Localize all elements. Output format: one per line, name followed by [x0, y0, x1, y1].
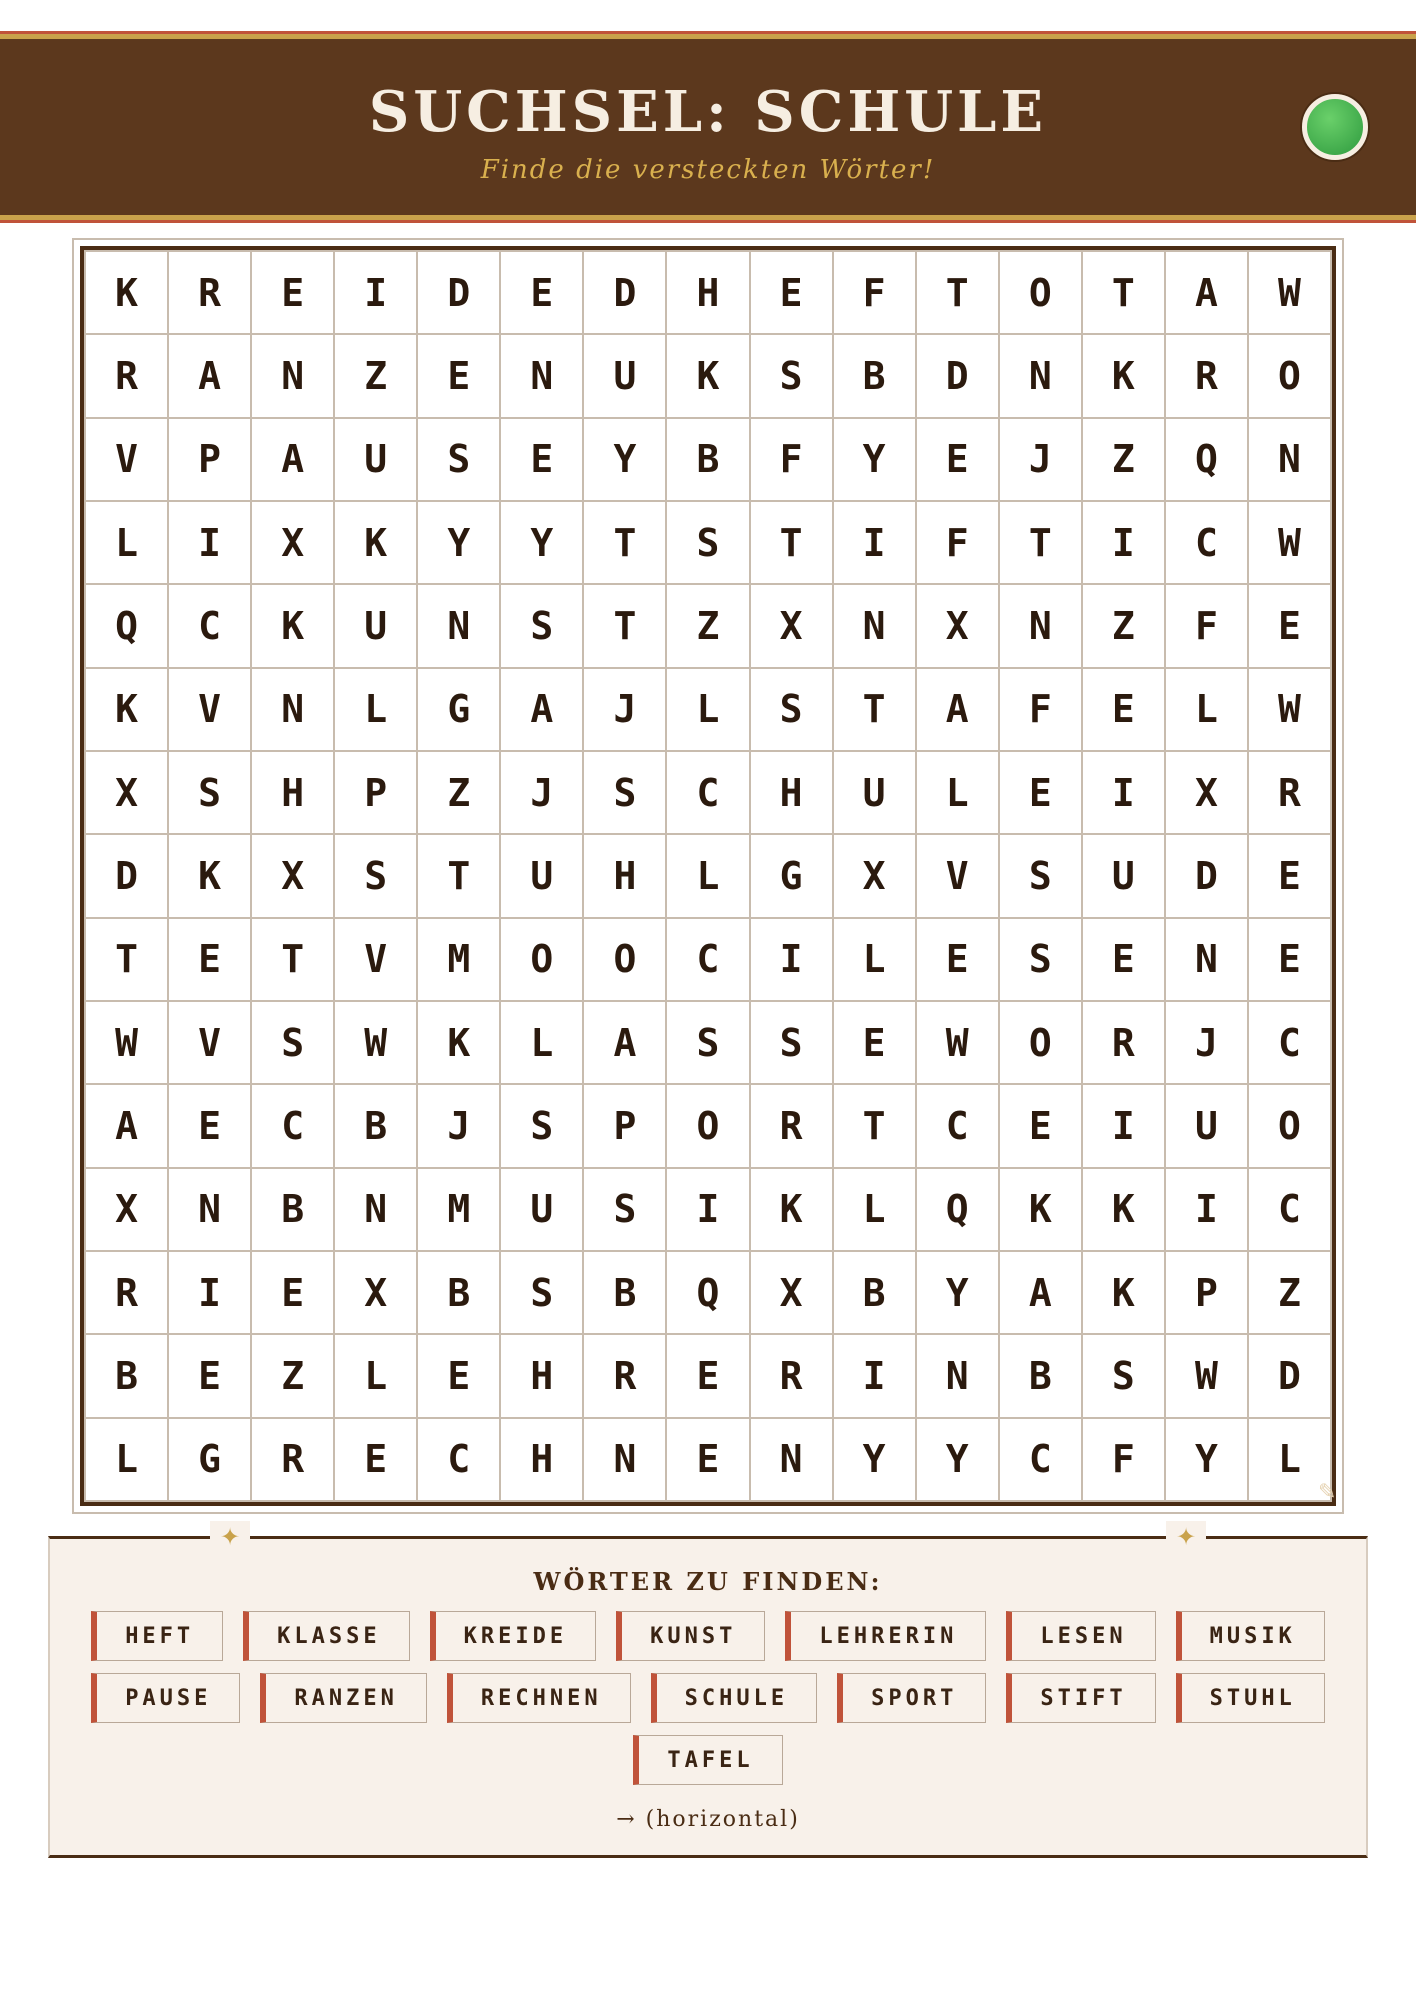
grid-cell[interactable]: N [501, 335, 582, 416]
grid-cell[interactable]: G [169, 1419, 250, 1500]
grid-cell[interactable]: U [501, 1169, 582, 1250]
star-icon: ✦ [210, 1521, 250, 1553]
direction-note: → (horizontal) [616, 1807, 800, 1832]
grid-cell[interactable]: C [667, 919, 748, 1000]
grid-cell[interactable]: C [418, 1419, 499, 1500]
grid-cell[interactable]: L [1249, 1419, 1330, 1500]
grid-cell[interactable]: S [501, 1252, 582, 1333]
grid-cell[interactable]: T [584, 585, 665, 666]
grid-cell[interactable]: K [1083, 335, 1164, 416]
grid-cell[interactable]: W [1166, 1335, 1247, 1416]
grid-cell[interactable]: E [169, 1085, 250, 1166]
grid-cell[interactable]: B [335, 1085, 416, 1166]
grid-cell[interactable]: Y [917, 1252, 998, 1333]
grid-cell[interactable]: C [252, 1085, 333, 1166]
grid-cell[interactable]: P [584, 1085, 665, 1166]
grid-cell[interactable]: K [335, 502, 416, 583]
grid-cell[interactable]: K [751, 1169, 832, 1250]
grid-cell[interactable]: L [86, 1419, 167, 1500]
grid-cell[interactable]: E [1083, 919, 1164, 1000]
grid-cell[interactable]: E [1000, 1085, 1081, 1166]
grid-cell[interactable]: E [418, 335, 499, 416]
grid-cell[interactable]: L [501, 1002, 582, 1083]
grid-cell[interactable]: F [834, 252, 915, 333]
grid-cell[interactable]: K [667, 335, 748, 416]
grid-cell[interactable]: L [834, 1169, 915, 1250]
grid-cell[interactable]: I [169, 502, 250, 583]
grid-cell[interactable]: Q [667, 1252, 748, 1333]
grid-cell[interactable]: B [834, 335, 915, 416]
grid-cell[interactable]: X [1166, 752, 1247, 833]
grid-cell[interactable]: U [584, 335, 665, 416]
grid-cell[interactable]: Z [1249, 1252, 1330, 1333]
grid-cell[interactable]: A [917, 669, 998, 750]
grid-cell[interactable]: C [169, 585, 250, 666]
grid-cell[interactable]: I [1166, 1169, 1247, 1250]
grid-cell[interactable]: E [252, 252, 333, 333]
grid-cell[interactable]: E [418, 1335, 499, 1416]
grid-cell[interactable]: L [335, 669, 416, 750]
grid-cell[interactable]: W [1249, 669, 1330, 750]
word-chip: TAFEL [633, 1735, 782, 1785]
grid-cell[interactable]: L [917, 752, 998, 833]
grid-cell[interactable]: T [584, 502, 665, 583]
grid-cell[interactable]: T [252, 919, 333, 1000]
grid-cell[interactable]: Y [1166, 1419, 1247, 1500]
word-chip: HEFT [91, 1611, 223, 1661]
grid-cell[interactable]: T [834, 1085, 915, 1166]
grid-cell[interactable]: L [335, 1335, 416, 1416]
grid-cell[interactable]: N [834, 585, 915, 666]
word-chip: LESEN [1006, 1611, 1155, 1661]
grid-cell[interactable]: W [1249, 252, 1330, 333]
grid-cell[interactable]: S [1000, 919, 1081, 1000]
grid-cell[interactable]: D [1166, 835, 1247, 916]
grid-cell[interactable]: E [751, 252, 832, 333]
grid-cell[interactable]: S [751, 669, 832, 750]
grid-cell[interactable]: Y [834, 1419, 915, 1500]
grid-cell[interactable]: H [501, 1335, 582, 1416]
grid-cell[interactable]: O [501, 919, 582, 1000]
grid-cell[interactable]: Y [584, 419, 665, 500]
grid-cell[interactable]: R [252, 1419, 333, 1500]
grid-cell[interactable]: P [335, 752, 416, 833]
word-chip: KLASSE [243, 1611, 409, 1661]
grid-cell[interactable]: D [418, 252, 499, 333]
grid-cell[interactable]: Y [917, 1419, 998, 1500]
grid-cell[interactable]: T [418, 835, 499, 916]
grid-cell[interactable]: M [418, 919, 499, 1000]
status-indicator-icon [1302, 94, 1368, 160]
grid-cell[interactable]: N [917, 1335, 998, 1416]
word-chip: STIFT [1006, 1673, 1155, 1723]
grid-cell[interactable]: J [501, 752, 582, 833]
word-chip: RECHNEN [447, 1673, 631, 1723]
grid-cell[interactable]: B [418, 1252, 499, 1333]
grid-cell[interactable]: B [667, 419, 748, 500]
grid-cell[interactable]: X [86, 1169, 167, 1250]
grid-cell[interactable]: O [584, 919, 665, 1000]
grid-cell[interactable]: P [1166, 1252, 1247, 1333]
grid-cell[interactable]: X [252, 835, 333, 916]
grid-cell[interactable]: I [1083, 502, 1164, 583]
grid-cell[interactable]: I [1083, 752, 1164, 833]
grid-cell[interactable]: E [1000, 752, 1081, 833]
grid-cell[interactable]: S [667, 502, 748, 583]
grid-cell[interactable]: I [751, 919, 832, 1000]
grid-cell[interactable]: Q [1166, 419, 1247, 500]
word-chip: KREIDE [430, 1611, 596, 1661]
grid-cell[interactable]: H [501, 1419, 582, 1500]
grid-cell[interactable]: X [335, 1252, 416, 1333]
word-chip: MUSIK [1176, 1611, 1325, 1661]
grid-cell[interactable]: S [584, 752, 665, 833]
word-chip: RANZEN [260, 1673, 426, 1723]
grid-cell[interactable]: T [1000, 502, 1081, 583]
grid-cell[interactable]: R [86, 335, 167, 416]
grid-cell[interactable]: R [86, 1252, 167, 1333]
grid-cell[interactable]: X [751, 1252, 832, 1333]
grid-cell[interactable]: W [335, 1002, 416, 1083]
grid-cell[interactable]: A [169, 335, 250, 416]
grid-cell[interactable]: V [917, 835, 998, 916]
grid-cell[interactable]: H [751, 752, 832, 833]
grid-cell[interactable]: Z [252, 1335, 333, 1416]
grid-cell[interactable]: R [1083, 1002, 1164, 1083]
grid-cell[interactable]: V [335, 919, 416, 1000]
grid-cell[interactable]: O [1249, 1085, 1330, 1166]
grid-cell[interactable]: E [1249, 585, 1330, 666]
grid-cell[interactable]: L [86, 502, 167, 583]
grid-cell[interactable]: U [501, 835, 582, 916]
grid-cell[interactable]: Z [418, 752, 499, 833]
grid-cell[interactable]: S [501, 1085, 582, 1166]
grid-cell[interactable]: K [169, 835, 250, 916]
grid-cell[interactable]: I [667, 1169, 748, 1250]
grid-cell[interactable]: E [252, 1252, 333, 1333]
grid-cell[interactable]: S [667, 1002, 748, 1083]
grid-cell[interactable]: F [1000, 669, 1081, 750]
word-chip: STUHL [1176, 1673, 1325, 1723]
grid-cell[interactable]: W [86, 1002, 167, 1083]
grid-cell[interactable]: K [86, 669, 167, 750]
grid-cell[interactable]: L [1166, 669, 1247, 750]
grid-cell[interactable]: J [1166, 1002, 1247, 1083]
grid-cell[interactable]: D [86, 835, 167, 916]
grid-cell[interactable]: X [252, 502, 333, 583]
grid-cell[interactable]: C [1249, 1002, 1330, 1083]
grid-cell[interactable]: B [86, 1335, 167, 1416]
grid-cell[interactable]: N [1000, 585, 1081, 666]
grid-cell[interactable]: X [86, 752, 167, 833]
grid-cell[interactable]: E [667, 1419, 748, 1500]
grid-cell[interactable]: S [751, 335, 832, 416]
grid-cell[interactable]: K [1083, 1169, 1164, 1250]
grid-cell[interactable]: B [834, 1252, 915, 1333]
grid-cell[interactable]: D [917, 335, 998, 416]
grid-cell[interactable]: A [1000, 1252, 1081, 1333]
grid-cell[interactable]: D [584, 252, 665, 333]
grid-cell[interactable]: E [169, 919, 250, 1000]
word-chip: KUNST [616, 1611, 765, 1661]
grid-cell[interactable]: H [667, 252, 748, 333]
letter-grid [80, 246, 1336, 1506]
grid-cell[interactable]: U [335, 419, 416, 500]
grid-cell[interactable]: S [418, 419, 499, 500]
grid-cell[interactable]: O [1249, 335, 1330, 416]
grid-cell[interactable]: F [751, 419, 832, 500]
word-chip: SCHULE [651, 1673, 817, 1723]
grid-cell[interactable]: F [917, 502, 998, 583]
grid-cell[interactable]: X [751, 585, 832, 666]
grid-cell[interactable]: L [834, 919, 915, 1000]
grid-cell[interactable]: Z [335, 335, 416, 416]
grid-cell[interactable]: F [1083, 1419, 1164, 1500]
grid-cell[interactable]: Y [834, 419, 915, 500]
grid-cell[interactable]: H [252, 752, 333, 833]
grid-cell[interactable]: D [1249, 1335, 1330, 1416]
grid-cell[interactable]: B [584, 1252, 665, 1333]
grid-cell[interactable]: U [1083, 835, 1164, 916]
grid-cell[interactable]: A [1166, 252, 1247, 333]
grid-cell[interactable]: C [667, 752, 748, 833]
grid-cell[interactable]: N [335, 1169, 416, 1250]
grid-cell[interactable]: E [1249, 835, 1330, 916]
page-title: SUCHSEL: SCHULE [368, 79, 1048, 145]
grid-cell[interactable]: Y [501, 502, 582, 583]
word-list [80, 1611, 1336, 1785]
grid-cell[interactable]: W [1249, 502, 1330, 583]
grid-cell[interactable]: E [1249, 919, 1330, 1000]
grid-cell[interactable]: T [86, 919, 167, 1000]
grid-cell[interactable]: S [501, 585, 582, 666]
grid-cell[interactable]: S [1083, 1335, 1164, 1416]
word-list-panel [48, 1523, 1368, 1858]
grid-cell[interactable]: C [917, 1085, 998, 1166]
grid-cell[interactable]: A [86, 1085, 167, 1166]
grid-cell[interactable]: C [1166, 502, 1247, 583]
grid-cell[interactable]: O [1000, 1002, 1081, 1083]
grid-cell[interactable]: J [1000, 419, 1081, 500]
grid-cell[interactable]: T [1083, 252, 1164, 333]
grid-cell[interactable]: E [501, 419, 582, 500]
grid-cell[interactable]: E [917, 419, 998, 500]
grid-cell[interactable]: N [584, 1419, 665, 1500]
grid-cell[interactable]: Z [667, 585, 748, 666]
grid-cell[interactable]: T [917, 252, 998, 333]
grid-cell[interactable]: P [169, 419, 250, 500]
grid-cell[interactable]: H [584, 835, 665, 916]
grid-cell[interactable]: I [834, 502, 915, 583]
grid-cell[interactable]: I [335, 252, 416, 333]
grid-cell[interactable]: K [1000, 1169, 1081, 1250]
grid-cell[interactable]: E [335, 1419, 416, 1500]
grid-cell[interactable]: N [1000, 335, 1081, 416]
word-chip: PAUSE [91, 1673, 240, 1723]
grid-cell[interactable]: E [501, 252, 582, 333]
grid-cell[interactable]: W [917, 1002, 998, 1083]
grid-cell[interactable]: Z [1083, 585, 1164, 666]
grid-cell[interactable]: E [169, 1335, 250, 1416]
grid-cell[interactable]: V [86, 419, 167, 500]
grid-cell[interactable]: A [501, 669, 582, 750]
grid-cell[interactable]: Q [86, 585, 167, 666]
grid-cell[interactable]: N [1249, 419, 1330, 500]
grid-cell[interactable]: S [169, 752, 250, 833]
grid-cell[interactable]: G [418, 669, 499, 750]
grid-cell[interactable]: F [1166, 585, 1247, 666]
grid-cell[interactable]: E [917, 919, 998, 1000]
word-chip: SPORT [837, 1673, 986, 1723]
grid-cell[interactable]: S [252, 1002, 333, 1083]
grid-cell[interactable]: K [86, 252, 167, 333]
grid-cell[interactable]: E [1083, 669, 1164, 750]
grid-cell[interactable]: E [667, 1335, 748, 1416]
grid-cell[interactable]: M [418, 1169, 499, 1250]
grid-cell[interactable]: O [667, 1085, 748, 1166]
grid-cell[interactable]: I [1083, 1085, 1164, 1166]
grid-cell[interactable]: O [1000, 252, 1081, 333]
header-banner [0, 34, 1416, 220]
word-list-title: WÖRTER ZU FINDEN: [533, 1567, 883, 1596]
grid-cell[interactable]: T [751, 502, 832, 583]
grid-cell[interactable]: C [1000, 1419, 1081, 1500]
grid-cell[interactable]: I [834, 1335, 915, 1416]
grid-cell[interactable]: J [584, 669, 665, 750]
grid-cell[interactable]: N [418, 585, 499, 666]
grid-cell[interactable]: I [169, 1252, 250, 1333]
grid-cell[interactable]: T [834, 669, 915, 750]
grid-cell[interactable]: U [834, 752, 915, 833]
grid-cell[interactable]: C [1249, 1169, 1330, 1250]
grid-cell[interactable]: U [1166, 1085, 1247, 1166]
word-chip: LEHRERIN [785, 1611, 986, 1661]
grid-cell[interactable]: B [252, 1169, 333, 1250]
grid-cell[interactable]: Q [917, 1169, 998, 1250]
grid-cell[interactable]: S [584, 1169, 665, 1250]
grid-cell[interactable]: J [418, 1085, 499, 1166]
grid-cell[interactable]: R [751, 1335, 832, 1416]
grid-cell[interactable]: Y [418, 502, 499, 583]
grid-cell[interactable]: A [584, 1002, 665, 1083]
grid-cell[interactable]: K [252, 585, 333, 666]
grid-cell[interactable]: Z [1083, 419, 1164, 500]
star-icon: ✦ [1166, 1521, 1206, 1553]
grid-cell[interactable]: L [667, 669, 748, 750]
grid-cell[interactable]: E [834, 1002, 915, 1083]
grid-cell[interactable]: L [667, 835, 748, 916]
grid-cell[interactable]: X [834, 835, 915, 916]
pencil-icon: ✎ [1318, 1480, 1337, 1505]
grid-cell[interactable]: S [335, 835, 416, 916]
grid-cell[interactable]: X [917, 585, 998, 666]
grid-cell[interactable]: N [252, 335, 333, 416]
grid-cell[interactable]: S [1000, 835, 1081, 916]
grid-cell[interactable]: V [169, 669, 250, 750]
grid-cell[interactable]: N [252, 669, 333, 750]
grid-cell[interactable]: S [751, 1002, 832, 1083]
grid-cell[interactable]: R [584, 1335, 665, 1416]
grid-cell[interactable]: N [169, 1169, 250, 1250]
grid-cell[interactable]: R [169, 252, 250, 333]
grid-cell[interactable]: N [1166, 919, 1247, 1000]
grid-cell[interactable]: V [169, 1002, 250, 1083]
grid-cell[interactable]: R [751, 1085, 832, 1166]
grid-cell[interactable]: A [252, 419, 333, 500]
grid-cell[interactable]: U [335, 585, 416, 666]
grid-cell[interactable]: B [1000, 1335, 1081, 1416]
grid-cell[interactable]: K [418, 1002, 499, 1083]
grid-cell[interactable]: G [751, 835, 832, 916]
grid-cell[interactable]: R [1249, 752, 1330, 833]
grid-cell[interactable]: N [751, 1419, 832, 1500]
page-subtitle: Finde die versteckten Wörter! [480, 155, 936, 185]
grid-cell[interactable]: R [1166, 335, 1247, 416]
grid-cell[interactable]: K [1083, 1252, 1164, 1333]
